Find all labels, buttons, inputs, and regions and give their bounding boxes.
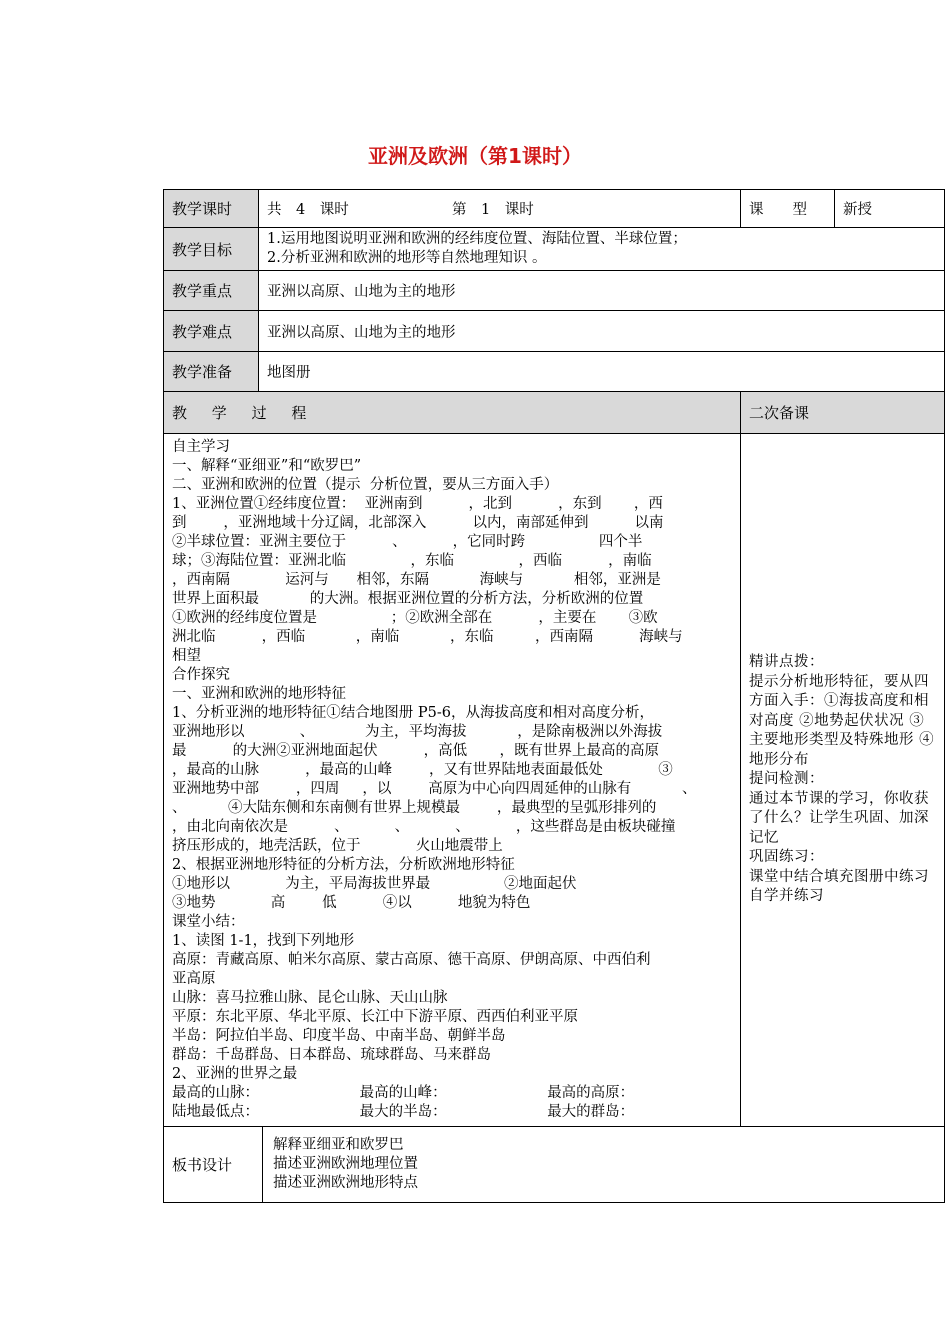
process-line: ，由北向南依次是 、 、 、 ，这些群岛是由板块碰撞 [172,819,676,835]
goal-line-2: 2.分析亚洲和欧洲的地形等自然地理知识 。 [267,250,547,266]
second-prep-heading: 二次备课 [741,392,945,434]
process-char-1: 教 [172,404,188,422]
process-line: ，最高的山脉 ，最高的山峰 ，又有世界陆地表面最低处 ③ [172,762,673,778]
process-line: 2、亚洲的世界之最 [172,1066,298,1082]
second-prep-content [741,434,945,1127]
label-key: 教学重点 [164,271,259,311]
process-line: 世界上面积最 的大洲。根据亚洲位置的分析方法，分析欧洲的位置 [172,591,644,607]
row-difficult [164,311,945,352]
process-line: 最 的大洲②亚洲地面起伏 ，高低 ，既有世界上最高的高原 [172,743,659,759]
side-note-1: 精讲点拨： [749,654,824,671]
process-char-3: 过 [251,404,267,422]
row-prep [164,352,945,392]
label-difficult: 教学难点 [164,311,259,352]
process-content [164,434,741,1127]
record-highest-plateau: 最高的高原： [547,1085,635,1101]
board-content [263,1127,945,1203]
process-line: ②半球位置：亚洲主要位于 、 ，它同时跨 四个半 [172,534,643,550]
period-current: 第 1 课时 [452,202,534,218]
difficult-value: 亚洲以高原、山地为主的地形 [259,311,945,352]
process-line: ①欧洲的经纬度位置是 ；②欧洲全部在 ，主要在 ③欧 [172,610,658,626]
side-note-6: 课堂中结合填充图册中练习自学并练习 [749,868,929,905]
side-note-4: 通过本节课的学习，你收获了什么？让学生巩固、加深记忆 [749,790,929,846]
process-line: 群岛：千岛群岛、日本群岛、琉球群岛、马来群岛 [172,1047,491,1063]
row-period [164,190,945,228]
process-line: 亚洲地形以 、 为主，平均海拔 ，是除南极洲以外海拔 [172,724,663,740]
side-note-3: 提问检测： [749,771,824,788]
row-process-header [164,392,945,434]
label-period: 教学课时 [164,190,259,228]
process-line: 1、读图 1-1，找到下列地形 [172,933,355,949]
prep-value: 地图册 [259,352,945,392]
record-highest-peak: 最高的山峰： [359,1085,447,1101]
side-note-2: 提示分析地形特征，要从四方面入手：①海拔高度和相对高度 ②地势起伏状况 ③主要地形类型及特殊地形 ④地形分布 [749,673,935,768]
records-row-1 [172,1084,732,1103]
key-value: 亚洲以高原、山地为主的地形 [259,271,945,311]
process-line: 挤压形成的，地壳活跃，位于 火山地震带上 [172,838,503,854]
process-line: 、 ④大陆东侧和东南侧有世界上规模最 ，最典型的呈弧形排列的 [172,800,657,816]
process-line: 课堂小结： [172,914,245,930]
goal-line-1: 1.运用地图说明亚洲和欧洲的经纬度位置、海陆位置、半球位置； [267,231,687,247]
record-lowest-point: 陆地最低点： [172,1104,259,1120]
page-title: 亚洲及欧洲（第1课时） [368,144,582,168]
row-board [164,1127,945,1203]
process-heading [164,392,741,434]
side-note-5: 巩固练习： [749,849,824,866]
process-line: 2、根据亚洲地形特征的分析方法，分析欧洲地形特征 [172,857,515,873]
records-row-2 [172,1103,732,1122]
type-value: 新授 [835,190,945,228]
process-line: 高原：青藏高原、帕米尔高原、蒙古高原、德干高原、伊朗高原、中西伯利 [172,952,651,968]
row-key [164,271,945,311]
process-char-4: 程 [291,404,307,422]
process-line: 1、分析亚洲的地形特征①结合地图册 P5-6，从海拔高度和相对高度分析， [172,705,654,721]
process-line: 山脉：喜马拉雅山脉、昆仑山脉、天山山脉 [172,990,448,1006]
record-largest-archipelago: 最大的群岛： [547,1104,635,1120]
process-line: ③地势 高 低 ④以 地貌为特色 [172,895,531,911]
process-line: ，西南隔 运河与 相邻，东隔 海峡与 相邻，亚洲是 [172,572,661,588]
process-char-2: 学 [211,404,227,422]
goal-cell [259,228,945,271]
process-line: 自主学习 [172,439,230,455]
label-board: 板书设计 [164,1127,263,1203]
process-line: 合作探究 [172,667,230,683]
type-label: 课 型 [741,190,835,228]
process-lines [172,438,732,1084]
process-line: 到 ，亚洲地域十分辽阔，北部深入 以内，南部延伸到 以南 [172,515,664,531]
row-process-body [164,434,945,1127]
lesson-plan-table [163,189,945,1203]
process-line: ①地形以 为主，平局海拔世界最 ②地面起伏 [172,876,577,892]
process-line: 亚高原 [172,971,216,987]
board-line-3: 描述亚洲欧洲地形特点 [273,1175,418,1191]
period-total: 共 4 课时 [267,202,349,218]
board-line-1: 解释亚细亚和欧罗巴 [273,1137,404,1153]
record-highest-range: 最高的山脉： [172,1085,259,1101]
period-cell [259,190,741,228]
record-largest-peninsula: 最大的半岛： [359,1104,447,1120]
process-line: 平原：东北平原、华北平原、长江中下游平原、西西伯利亚平原 [172,1009,578,1025]
process-line: 一、亚洲和欧洲的地形特征 [172,686,346,702]
process-line: 相望 [172,648,201,664]
process-line: 洲北临 ，西临 ，南临 ，东临 ，西南隔 海峡与 [172,629,683,645]
process-line: 1、亚洲位置①经纬度位置： 亚洲南到 ，北到 ，东到 ，西 [172,496,663,512]
process-line: 二、亚洲和欧洲的位置（提示 分析位置，要从三方面入手） [172,477,559,493]
label-goal: 教学目标 [164,228,259,271]
process-line: 半岛：阿拉伯半岛、印度半岛、中南半岛、朝鲜半岛 [172,1028,506,1044]
label-prep: 教学准备 [164,352,259,392]
process-line: 亚洲地势中部 ，四周 ，以 高原为中心向四周延伸的山脉有 、 [172,781,697,797]
row-goal [164,228,945,271]
process-line: 球；③海陆位置：亚洲北临 ，东临 ，西临 ，南临 [172,553,652,569]
board-line-2: 描述亚洲欧洲地理位置 [273,1156,418,1172]
process-line: 一、解释“亚细亚”和“欧罗巴” [172,458,362,474]
